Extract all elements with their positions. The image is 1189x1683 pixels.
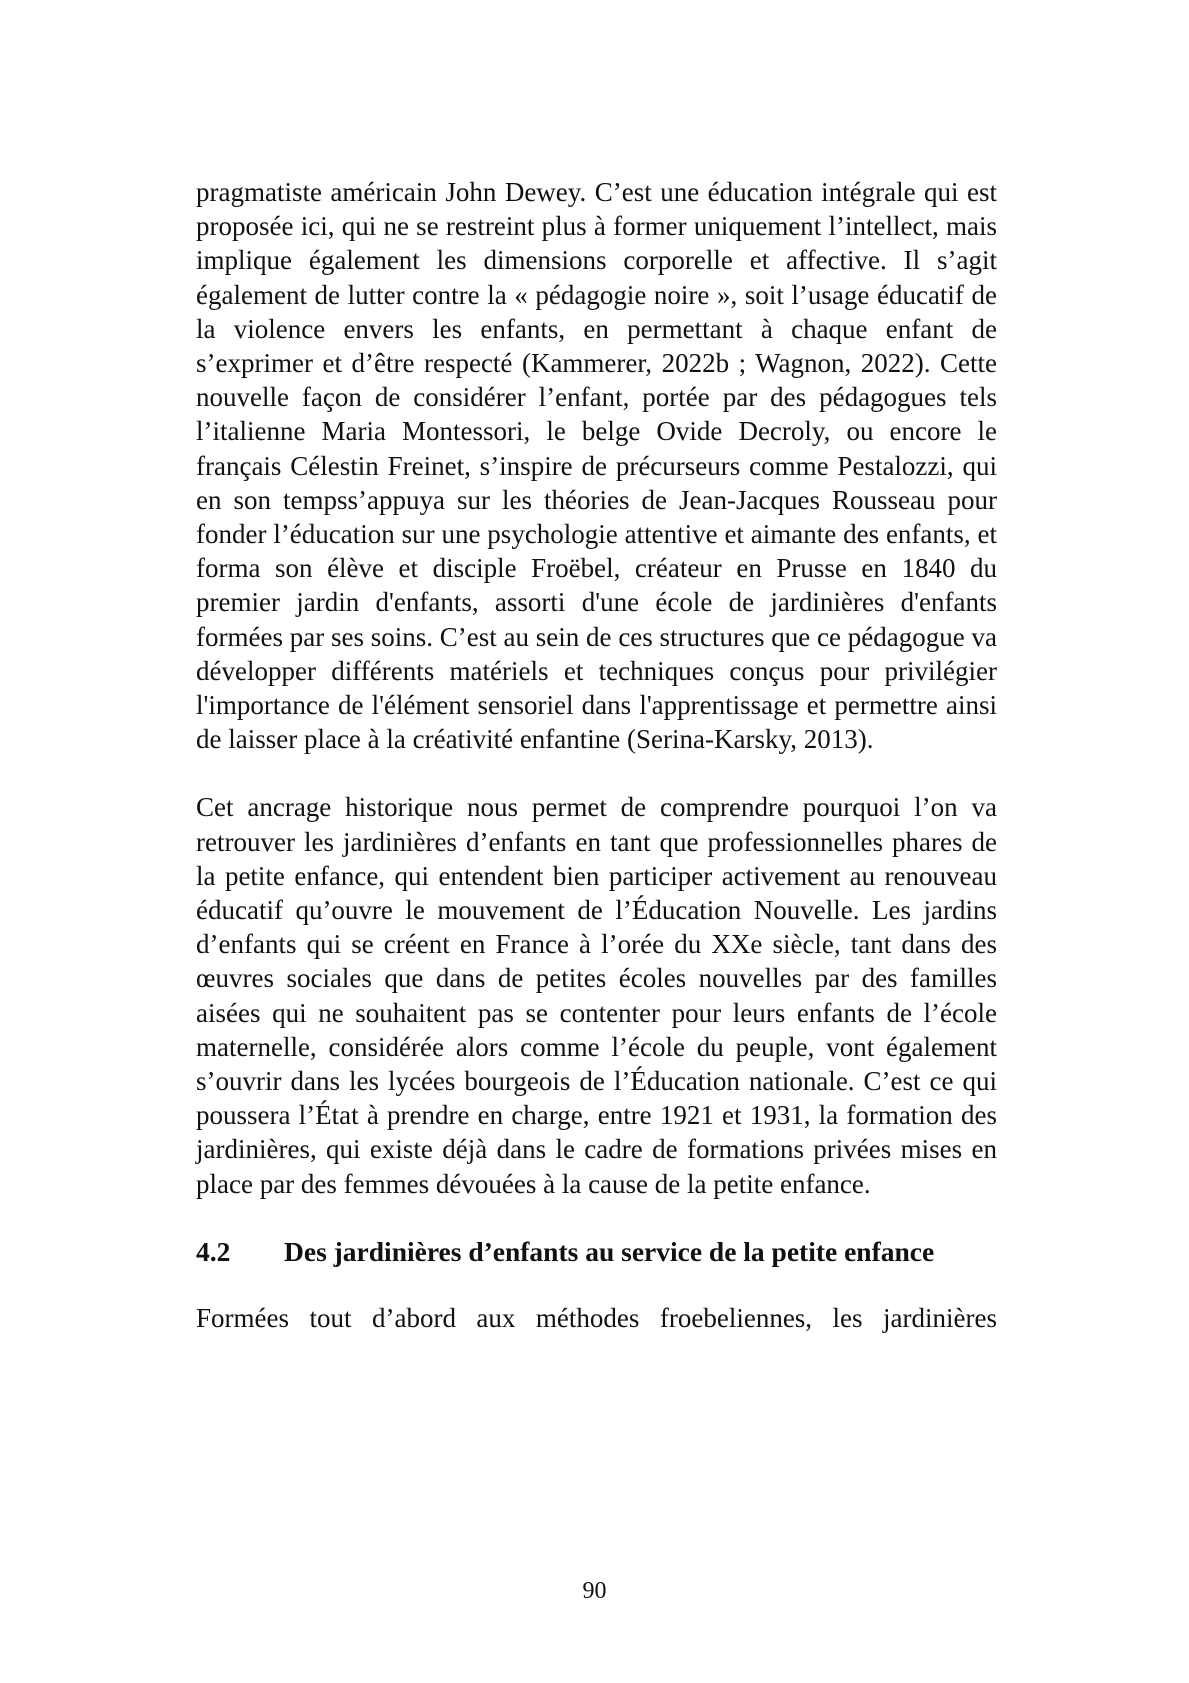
paragraph-education-nouvelle: pragmatiste américain John Dewey. C’est une éducation intégrale qui est proposée ici, qui ne se restreint plus à former uniquement l’intellect, mais implique également les dimensions corporelle et affective. Il s’agit également de lutter contre la « pédagogie noire », soit l’usage éducatif de la violence envers les enfants, en permettant à chaque enfant de s’exprimer et d’être respecté (Kammerer, 2022b ; Wagnon, 2022). Cette nouvelle façon de considérer l’enfant, portée par des pédagogues tels l’italienne Maria Montessori, le belge Ovide Decroly, ou encore le français Célestin Freinet, s’inspire de précurseurs comme Pestalozzi, qui en son tempss’appuya sur les théories de Jean-Jacques Rousseau pour fonder l’éducation sur une psychologie attentive et aimante des enfants, et forma son élève et disciple Froëbel, créateur en Prusse en 1840 du premier jardin d'enfants, assorti d'une école de jardinières d'enfants formées par ses soins. C’est au sein de ces structures que ce pédagogue va développer différents matériels et techniques conçus pour privilégier l'importance de l'élément sensoriel dans l'apprentissage et permettre ainsi de laisser place à la créativité enfantine (Serina-Karsky, 2013). — [196, 177, 997, 755]
paragraph-section-start: Formées tout d’abord aux méthodes froebeliennes, les jardinières — [196, 1303, 997, 1334]
section-heading — [196, 1235, 997, 1269]
section-title: Des jardinières d’enfants au service de la petite enfance — [284, 1235, 935, 1267]
page-number: 90 — [582, 1578, 607, 1604]
page-body — [196, 175, 997, 1335]
section-number: 4.2 — [196, 1235, 231, 1267]
paragraph-ancrage-historique: Cet ancrage historique nous permet de comprendre pourquoi l’on va retrouver les jardinières d’enfants en tant que professionnelles phares de la petite enfance, qui entendent bien participer activement au renouveau éducatif qu’ouvre le mouvement de l’Éducation Nouvelle. Les jardins d’enfants qui se créent en France à l’orée du XXe siècle, tant dans des œuvres sociales que dans de petites écoles nouvelles par des familles aisées qui ne souhaitent pas se contenter pour leurs enfants de l’école maternelle, considérée alors comme l’école du peuple, vont également s’ouvrir dans les lycées bourgeois de l’Éducation nationale. C’est ce qui poussera l’État à prendre en charge, entre 1921 et 1931, la formation des jardinières, qui existe déjà dans le cadre de formations privées mises en place par des femmes dévouées à la cause de la petite enfance. — [196, 792, 997, 1199]
